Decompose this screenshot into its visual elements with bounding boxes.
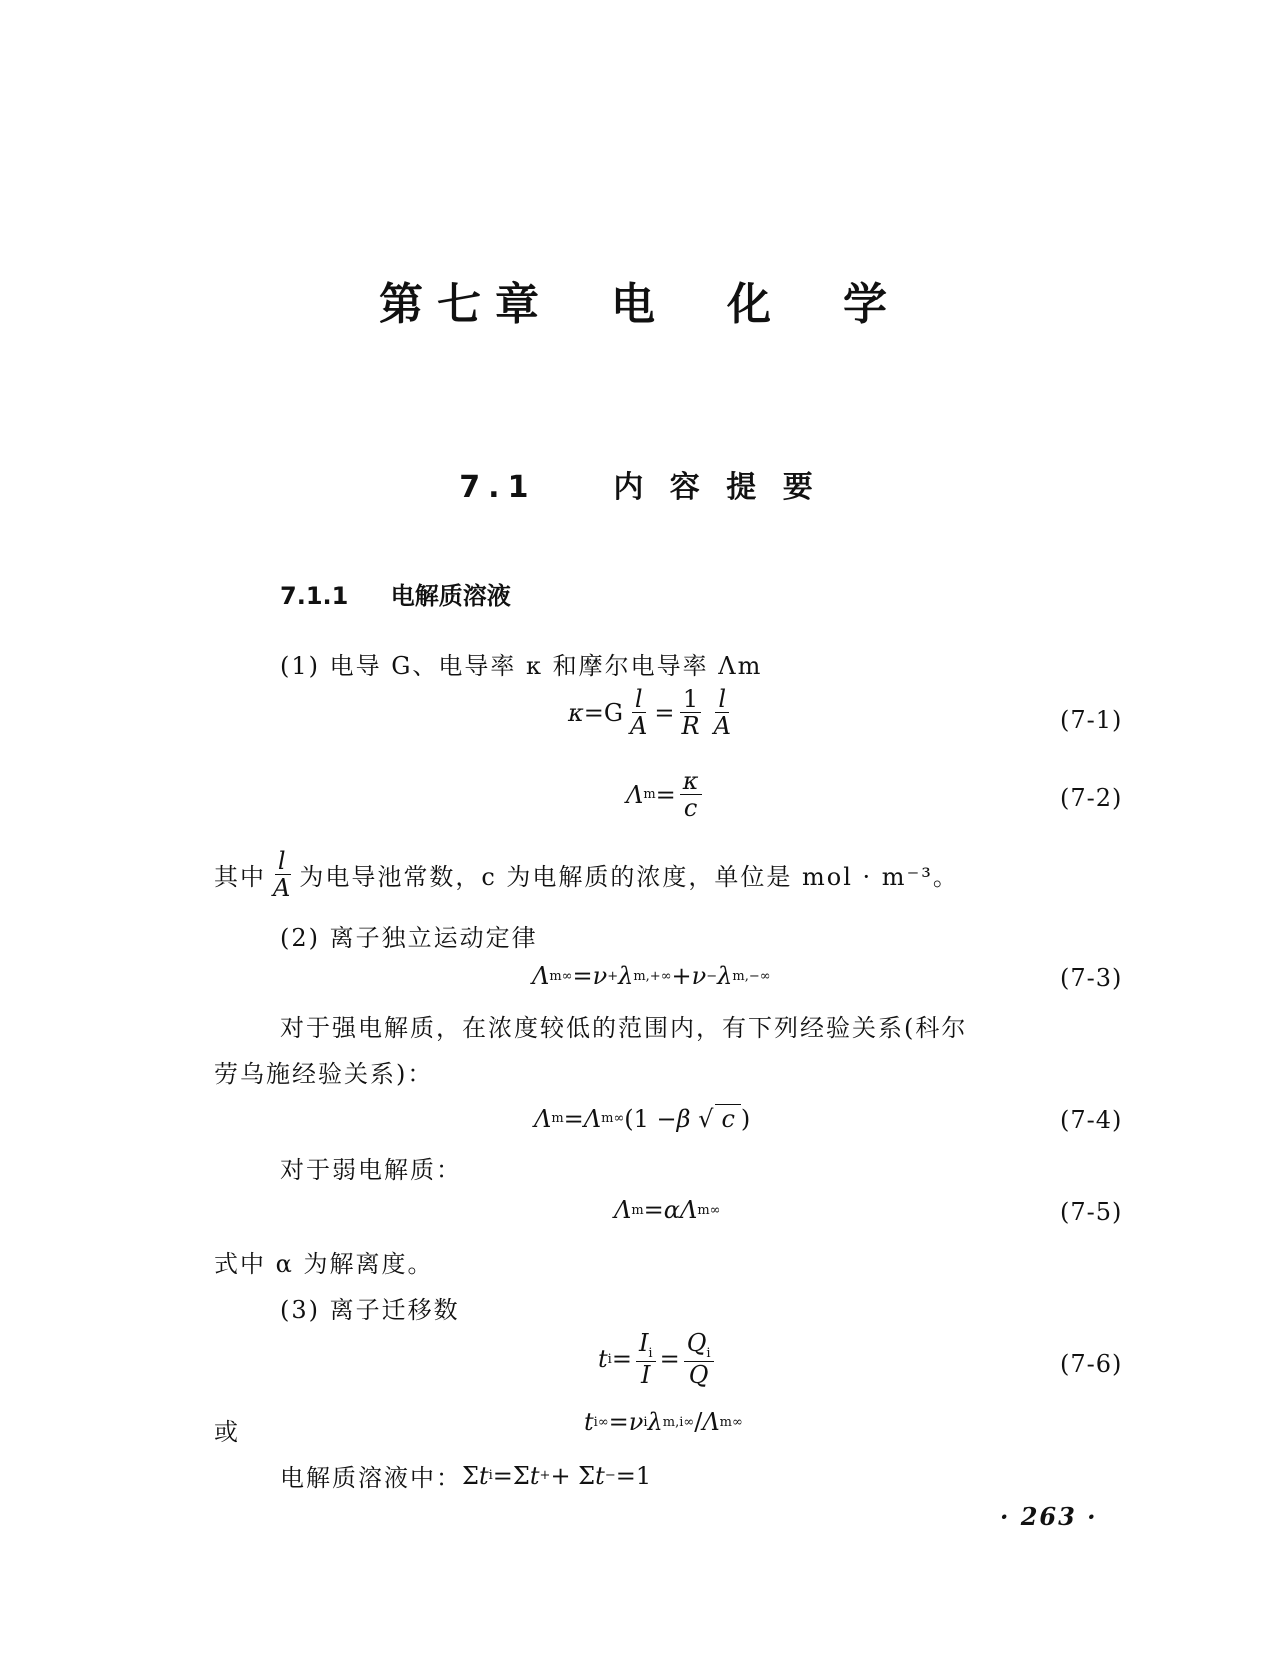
equation-number-7-3: (7-3) [1060, 964, 1123, 992]
subsection-title [280, 576, 511, 611]
cell-constant-note: 其中 $\frac{l}{A}$ 为电导池常数，c 为电解质的浓度，单位是 mol · m⁻³。 [214, 847, 959, 903]
dissociation-degree-note: 式中 α 为解离度。 [214, 1250, 434, 1278]
item-2: (2) 离子独立运动定律 [280, 924, 538, 952]
equation-number-7-5: (7-5) [1060, 1198, 1123, 1226]
equation-7-4: Λ m = Λ m ∞ (1 − β √ c ) [534, 1104, 751, 1133]
equation-7-6: t i = $\frac{I_i}{I}$ = $\frac{Q_i}{Q}$ [598, 1330, 718, 1388]
equation-number-7-2: (7-2) [1060, 784, 1123, 812]
transference-sum: 电解质溶液中： Σ t i =Σ t + + Σ t − =1 [280, 1458, 651, 1493]
page-number: · 263 · [1000, 1502, 1098, 1531]
or-text: 或 [214, 1418, 240, 1446]
equation-7-2: Λ m = $\frac{\kappa}{c}$ [626, 768, 706, 822]
sum-prefix: 电解质溶液中： [280, 1464, 462, 1492]
strong-electrolyte-line-1: 对于强电解质，在浓度较低的范围内，有下列经验关系(科尔 [280, 1014, 968, 1042]
item-3: (3) 离子迁移数 [280, 1296, 460, 1324]
section-title-text: 内 容 提 要 [613, 470, 821, 505]
subsection-number: 7.1.1 [280, 582, 349, 610]
section-number: 7.1 [459, 470, 537, 505]
section-title [0, 462, 1280, 506]
equation-number-7-6: (7-6) [1060, 1350, 1123, 1378]
item-1: (1) 电导 G、电导率 κ 和摩尔电导率 Λm [280, 652, 763, 680]
strong-electrolyte-line-2: 劳乌施经验关系)： [214, 1060, 434, 1088]
subsection-title-text: 电解质溶液 [390, 582, 511, 610]
equation-number-7-4: (7-4) [1060, 1106, 1123, 1134]
equation-number-7-1: (7-1) [1060, 706, 1123, 734]
weak-electrolyte-text: 对于弱电解质： [280, 1156, 462, 1184]
equation-7-5: Λ m = αΛ m ∞ [614, 1196, 721, 1224]
equation-7-1: κ =G $\frac{l}{A}$ = $\frac{1}{R}$ $\frac{l}{A}$ [568, 685, 731, 741]
chapter-title: 第七章 电 化 学 [379, 279, 901, 330]
equation-7-6-limiting: t i ∞ = ν i λ m,i ∞ / Λ m ∞ [584, 1408, 743, 1436]
note-prefix: 其中 [214, 863, 266, 892]
equation-7-3: Λ m ∞ = ν + λ m,+ ∞ + ν − λ m,− ∞ [532, 962, 771, 990]
note-suffix: 为电导池常数，c 为电解质的浓度，单位是 mol · m⁻³。 [299, 863, 959, 892]
